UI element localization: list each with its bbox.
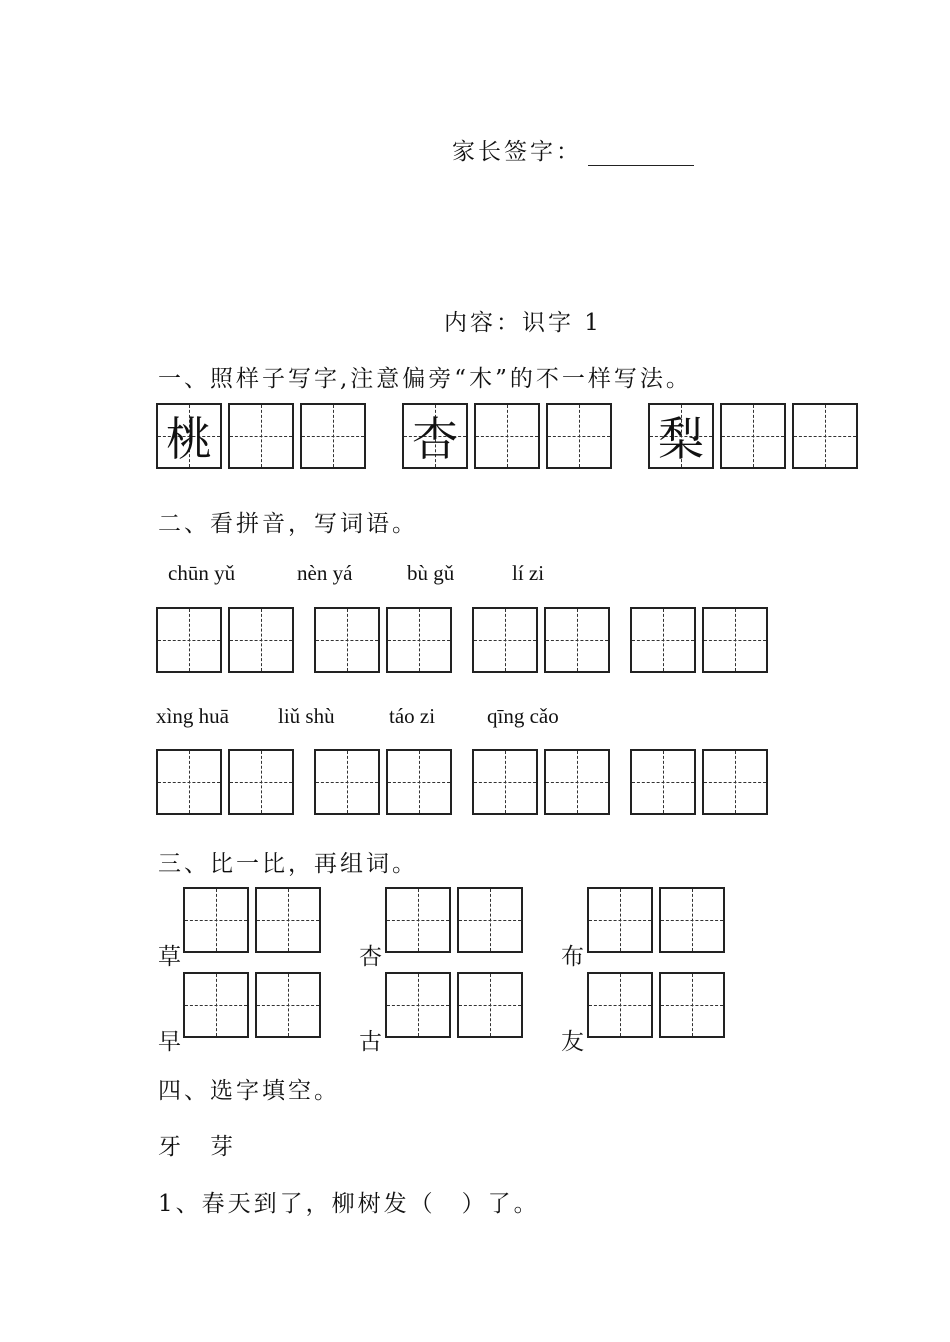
writing-box[interactable] <box>255 972 321 1038</box>
writing-box[interactable] <box>630 607 696 673</box>
example-box <box>648 403 714 469</box>
section4-heading: 四、选字填空。 <box>158 1078 340 1104</box>
writing-box[interactable] <box>720 403 786 469</box>
writing-box[interactable] <box>386 749 452 815</box>
writing-box[interactable] <box>228 607 294 673</box>
writing-box[interactable] <box>300 403 366 469</box>
writing-box[interactable] <box>659 887 725 953</box>
writing-box[interactable] <box>386 607 452 673</box>
writing-box[interactable] <box>702 607 768 673</box>
compare-char: 友 <box>561 1029 584 1055</box>
pinyin-label: lí zi <box>512 561 545 585</box>
writing-box[interactable] <box>228 403 294 469</box>
writing-box[interactable] <box>156 749 222 815</box>
writing-box[interactable] <box>183 887 249 953</box>
pinyin-label: qīng cǎo <box>487 704 559 728</box>
writing-box[interactable] <box>587 972 653 1038</box>
writing-box[interactable] <box>544 607 610 673</box>
example-char: 桃 <box>166 412 212 466</box>
pinyin-label: táo zi <box>389 704 436 728</box>
pinyin-label: xìng huā <box>156 704 229 728</box>
pinyin-label: nèn yá <box>297 561 353 585</box>
compare-char: 早 <box>158 1029 181 1055</box>
example-char: 梨 <box>658 412 704 466</box>
writing-box[interactable] <box>156 607 222 673</box>
section3-heading: 三、比一比，再组词。 <box>158 851 418 877</box>
signature-blank[interactable] <box>588 143 694 166</box>
compare-char: 古 <box>359 1029 382 1055</box>
writing-box[interactable] <box>457 972 523 1038</box>
writing-box[interactable] <box>792 403 858 469</box>
section2-heading: 二、看拼音，写词语。 <box>158 511 418 537</box>
compare-char: 布 <box>561 944 584 970</box>
writing-box[interactable] <box>702 749 768 815</box>
example-box <box>156 403 222 469</box>
writing-box[interactable] <box>457 887 523 953</box>
pinyin-label: liǔ shù <box>278 704 335 728</box>
question-1: 1、春天到了，柳树发（ ）了。 <box>158 1191 540 1217</box>
parent-signature <box>452 133 694 166</box>
writing-box[interactable] <box>630 749 696 815</box>
writing-box[interactable] <box>472 607 538 673</box>
example-box <box>402 403 468 469</box>
writing-box[interactable] <box>474 403 540 469</box>
writing-box[interactable] <box>183 972 249 1038</box>
pinyin-label: chūn yǔ <box>168 561 236 585</box>
writing-box[interactable] <box>314 749 380 815</box>
writing-box[interactable] <box>228 749 294 815</box>
compare-char: 杏 <box>359 944 382 970</box>
pinyin-label: bù gǔ <box>407 561 455 585</box>
example-char: 杏 <box>412 412 458 466</box>
writing-box[interactable] <box>472 749 538 815</box>
writing-box[interactable] <box>659 972 725 1038</box>
writing-box[interactable] <box>314 607 380 673</box>
writing-box[interactable] <box>544 749 610 815</box>
writing-box[interactable] <box>587 887 653 953</box>
writing-box[interactable] <box>385 887 451 953</box>
compare-char: 草 <box>158 944 181 970</box>
writing-box[interactable] <box>255 887 321 953</box>
content-title: 内容：识字 1 <box>444 310 602 336</box>
section1-heading: 一、照样子写字,注意偏旁“木”的不一样写法。 <box>158 366 692 392</box>
writing-box[interactable] <box>385 972 451 1038</box>
choice-chars: 牙 芽 <box>158 1134 236 1160</box>
writing-box[interactable] <box>546 403 612 469</box>
parent-signature-label: 家长签字： <box>452 139 582 165</box>
